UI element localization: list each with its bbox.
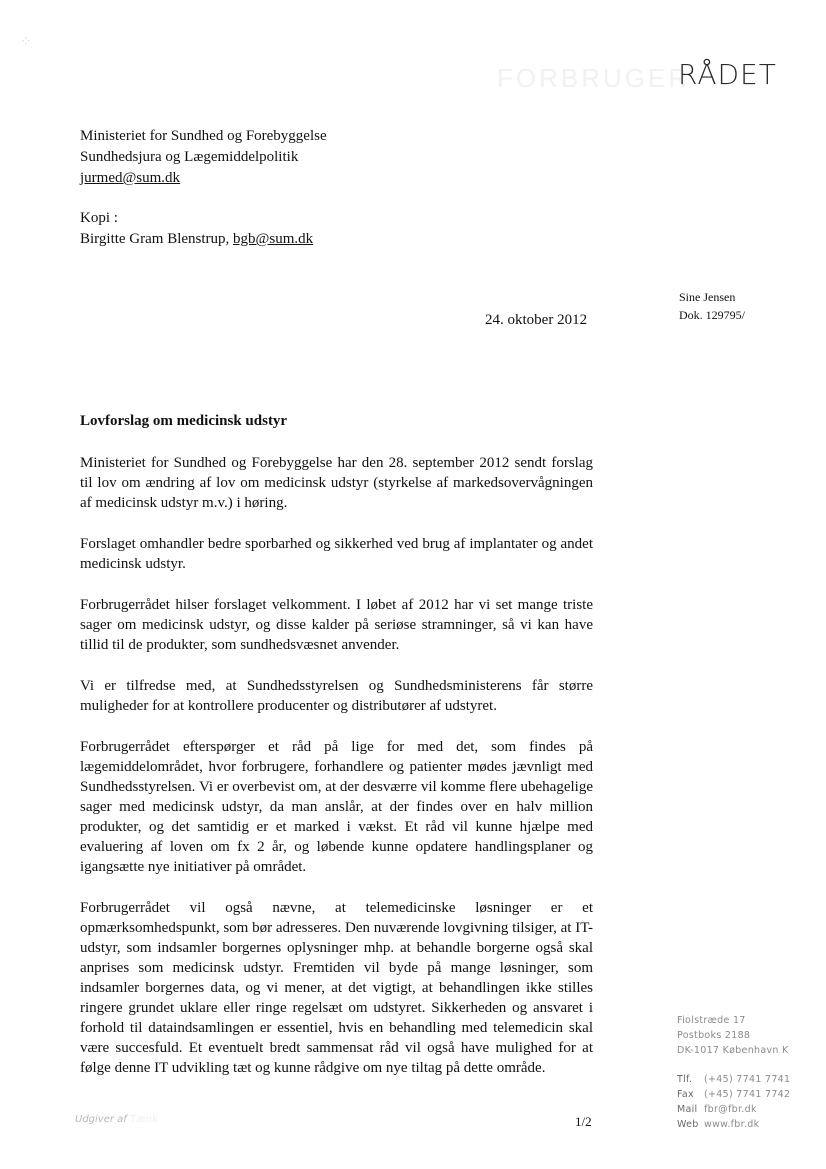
publisher-name: Tænk xyxy=(130,1114,159,1125)
fax-label: Fax xyxy=(677,1089,694,1100)
footer-publisher xyxy=(75,1114,158,1125)
body-paragraph: Forbrugerrådet efterspørger et råd på lige for med det, som findes på lægemiddelområdet, hvor forbrugere, forhandlere og patienter mødes jævnligt med Sundhedsstyrelsen. Vi er overbevist om, at der desværre vil komme flere ubehagelige sager med medicinsk udstyr, da man anslår, at der findes over en halv million produkter, og det samtidig er et marked i vækst. Et råd vil kunne hjælpe med evaluering af loven om fx 2 år, og løbende kunne opdatere handlingsplaner og igangsætte nye initiativer på området. xyxy=(80,739,593,875)
copy-label: Kopi : xyxy=(80,210,118,226)
phone-label: Tlf. xyxy=(677,1074,693,1085)
publisher-label: Udgiver af xyxy=(75,1114,127,1125)
logo-faint-text: FORBRUGER xyxy=(497,63,691,93)
body-paragraph: Ministeriet for Sundhed og Forebyggelse har den 28. september 2012 sendt forslag til lov om ændring af lov om medicinsk udstyr (styrkelse af markedsovervågningen af medicinsk udstyr m.v.) i høring. xyxy=(80,455,593,511)
address-block xyxy=(677,1013,789,1058)
letter-subject: Lovforslag om medicinsk udstyr xyxy=(80,413,288,429)
recipient-line1: Ministeriet for Sundhed og Forebyggelse xyxy=(80,128,327,144)
address-street: Fiolstræde 17 xyxy=(677,1015,746,1026)
copy-name: Birgitte Gram Blenstrup, xyxy=(80,231,234,247)
body-paragraph: Forslaget omhandler bedre sporbarhed og sikkerhed ved brug af implantater og andet medicinsk udstyr. xyxy=(80,536,593,572)
phone-value: (+45) 7741 7741 xyxy=(704,1074,791,1085)
copy-block xyxy=(80,208,313,250)
address-city: DK-1017 København K xyxy=(677,1045,789,1056)
sender-block xyxy=(679,288,745,324)
web-link[interactable]: www.fbr.dk xyxy=(704,1119,760,1130)
fax-value: (+45) 7741 7742 xyxy=(704,1089,791,1100)
body-paragraph: Forbrugerrådet hilser forslaget velkomment. I løbet af 2012 har vi set mange triste sager om medicinsk udstyr, og disse kalder på seriøse stramninger, så vi kan have tillid til de produkter, som sundhedsvæsnet anvender. xyxy=(80,597,593,653)
document-number: Dok. 129795/ xyxy=(679,308,745,322)
logo-text: RÅDET xyxy=(678,58,777,91)
body-paragraph: Forbrugerrådet vil også nævne, at telemedicinske løsninger er et opmærksomhedspunkt, som bør adresseres. Den nuværende lovgivning tilsiger, at IT-udstyr, som indsamler borgernes oplysninger mhp. at behandle borgerne også skal anprises som medicinsk udstyr. Fremtiden vil byde på mange løsninger, som indsamler borgernes data, og vi mener, at det vigtigt, at behandlingen ikke stilles ringere grundet uklare eller ringe regelsæt om udstyret. Sikkerheden og ansvaret i forhold til dataindsamlingen er essentiel, hvis en behandling med telemedicin skal være succesfuld. Et eventuelt bredt sammensat råd vil også have mulighed for at følge denne IT udvikling tæt og kunne rådgive om nye tiltag på dette område. xyxy=(80,900,593,1076)
body-paragraph: Vi er tilfredse med, at Sundhedsstyrelsen og Sundhedsministerens får større muligheder for at kontrollere producenter og distributører af udstyret. xyxy=(80,678,593,714)
copy-email-link[interactable]: bgb@sum.dk xyxy=(233,231,314,247)
address-pobox: Postboks 2188 xyxy=(677,1030,751,1041)
web-label: Web xyxy=(677,1119,699,1130)
page-number: 1/2 xyxy=(575,1114,592,1129)
recipient-line2: Sundhedsjura og Lægemiddelpolitik xyxy=(80,149,299,165)
mail-label: Mail xyxy=(677,1104,698,1115)
letter-date: 24. oktober 2012 xyxy=(485,312,588,328)
recipient-block xyxy=(80,126,327,189)
recipient-email-link[interactable]: jurmed@sum.dk xyxy=(80,170,181,186)
contact-block xyxy=(677,1072,790,1132)
letter-body xyxy=(80,453,593,1099)
sender-name: Sine Jensen xyxy=(679,290,736,304)
scan-mark: ⁘ xyxy=(20,34,32,50)
mail-link[interactable]: fbr@fbr.dk xyxy=(704,1104,757,1115)
